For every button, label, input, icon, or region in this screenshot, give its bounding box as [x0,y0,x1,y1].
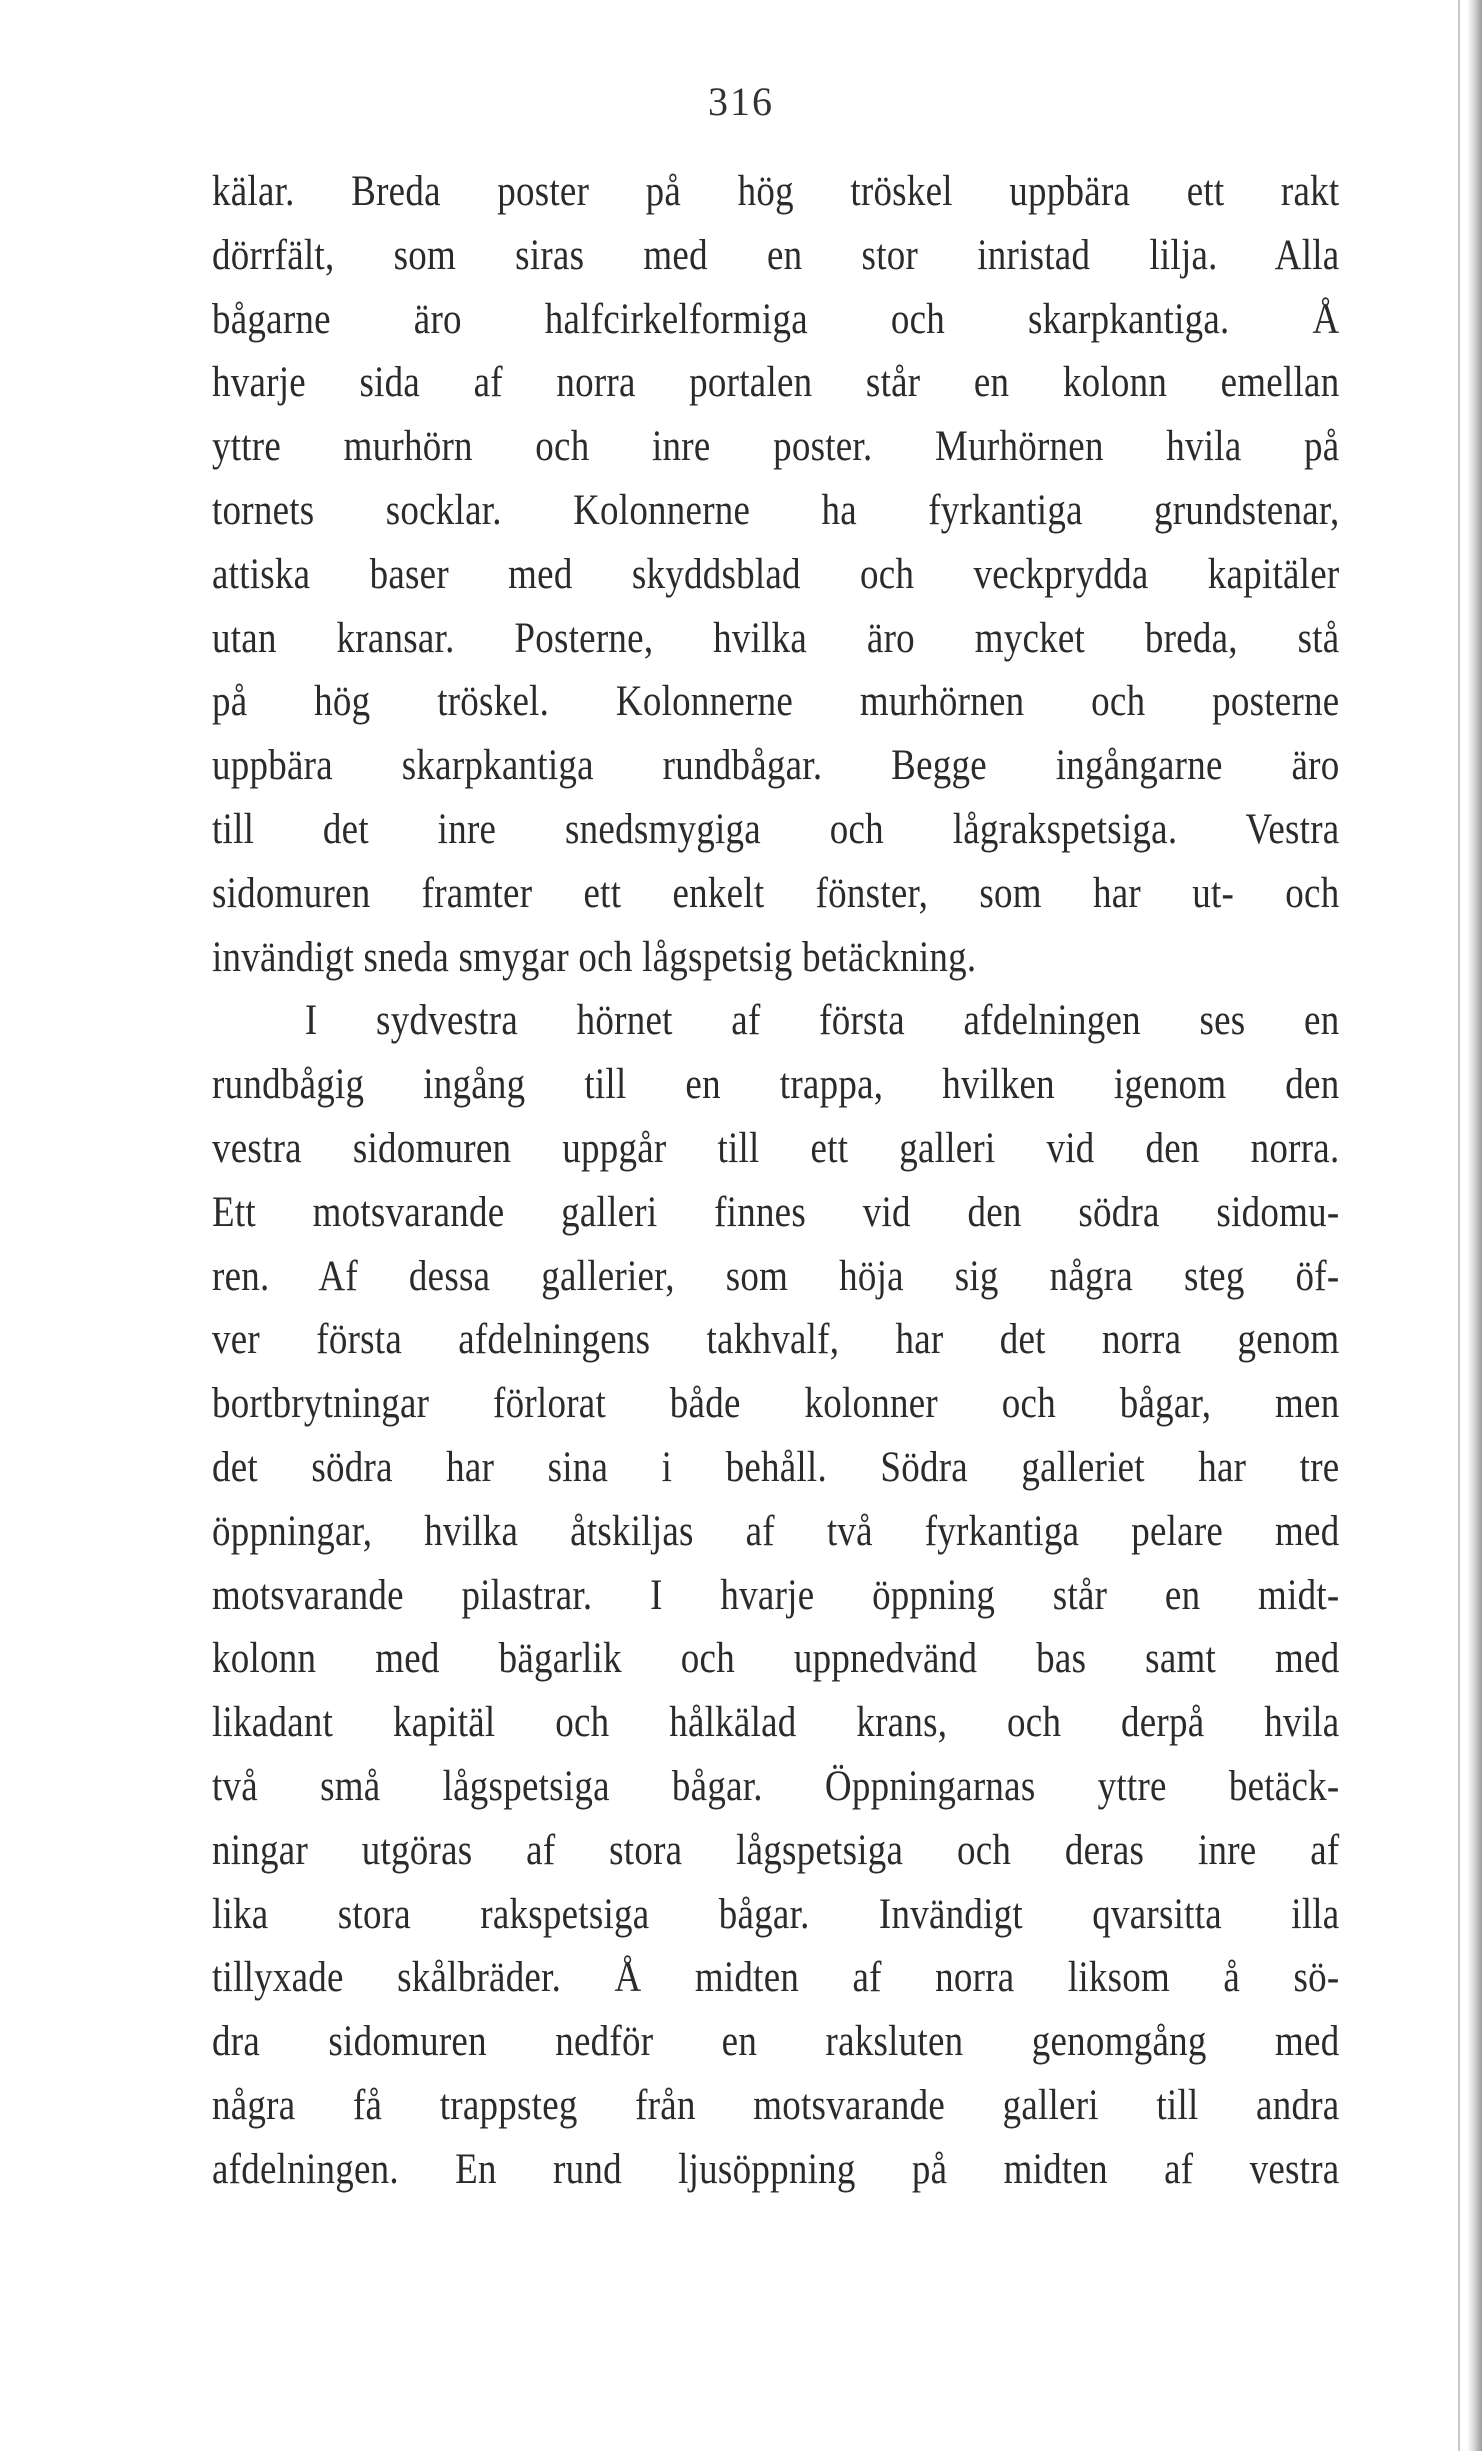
text-line: motsvarande pilastrar. I hvarje öppning står en midt- [212,1571,1340,1619]
text-line: några få trappsteg från motsvarande galleri till andra [212,2081,1340,2129]
text-line: ver första afdelningens takhvalf, har det norra genom [212,1316,1340,1364]
text-line: på hög tröskel. Kolonnerne murhörnen och posterne [212,678,1340,726]
text-line: hvarje sida af norra portalen står en kolonn emellan [212,359,1340,407]
text-line: dra sidomuren nedför en raksluten genomgång med [212,2018,1340,2066]
text-line: kälar. Breda poster på hög tröskel uppbära ett rakt [212,168,1340,215]
page-edge-shadow [1468,0,1482,2451]
page-number: 316 [708,79,774,124]
text-line: attiska baser med skyddsblad och veckprydda kapitäler [212,550,1340,598]
text-line: ningar utgöras af stora lågspetsiga och deras inre af [212,1826,1340,1874]
text-line: till det inre snedsmygiga och lågrakspetsiga. Vestra [212,805,1340,853]
text-line: bågarne äro halfcirkelformiga och skarpkantiga. Å [212,295,1340,343]
text-line: utan kransar. Posterne, hvilka äro mycket breda, stå [212,614,1340,662]
text-line: Ett motsvarande galleri finnes vid den södra sidomu- [212,1188,1340,1236]
text-line: uppbära skarpkantiga rundbågar. Begge ingångarne äro [212,742,1340,790]
text-line: sidomuren framter ett enkelt fönster, som har ut- och [212,869,1340,917]
page-edge-line [1458,0,1460,2451]
text-line: dörrfält, som siras med en stor inristad lilja. Alla [212,231,1340,279]
text-line: yttre murhörn och inre poster. Murhörnen hvila på [212,423,1340,471]
text-line: rundbågig ingång till en trappa, hvilken igenom den [212,1061,1340,1109]
text-line: öppningar, hvilka åtskiljas af två fyrkantiga pelare med [212,1507,1340,1555]
text-line: bortbrytningar förlorat både kolonner och bågar, men [212,1380,1340,1428]
text-line: invändigt sneda smygar och lågspetsig betäckning. [212,933,977,981]
text-line: det södra har sina i behåll. Södra galleriet har tre [212,1443,1340,1491]
text-line: tornets socklar. Kolonnerne ha fyrkantiga grundstenar, [212,486,1340,534]
text-line: afdelningen. En rund ljusöppning på midten af vestra [212,2145,1340,2193]
text-line: kolonn med bägarlik och uppnedvänd bas samt med [212,1635,1340,1683]
paragraph-start-line: I sydvestra hörnet af första afdelningen ses en [304,997,1340,1045]
body-text [212,160,1340,2202]
text-line: tillyxade skålbräder. Å midten af norra liksom å sö- [212,1954,1340,2002]
text-line: likadant kapitäl och hålkälad krans, och derpå hvila [212,1699,1340,1747]
text-line: ren. Af dessa gallerier, som höja sig några steg öf- [212,1252,1340,1300]
text-line: vestra sidomuren uppgår till ett galleri vid den norra. [212,1124,1340,1172]
text-line: lika stora rakspetsiga bågar. Invändigt qvarsitta illa [212,1890,1340,1938]
text-line: två små lågspetsiga bågar. Öppningarnas yttre betäck- [212,1762,1340,1810]
